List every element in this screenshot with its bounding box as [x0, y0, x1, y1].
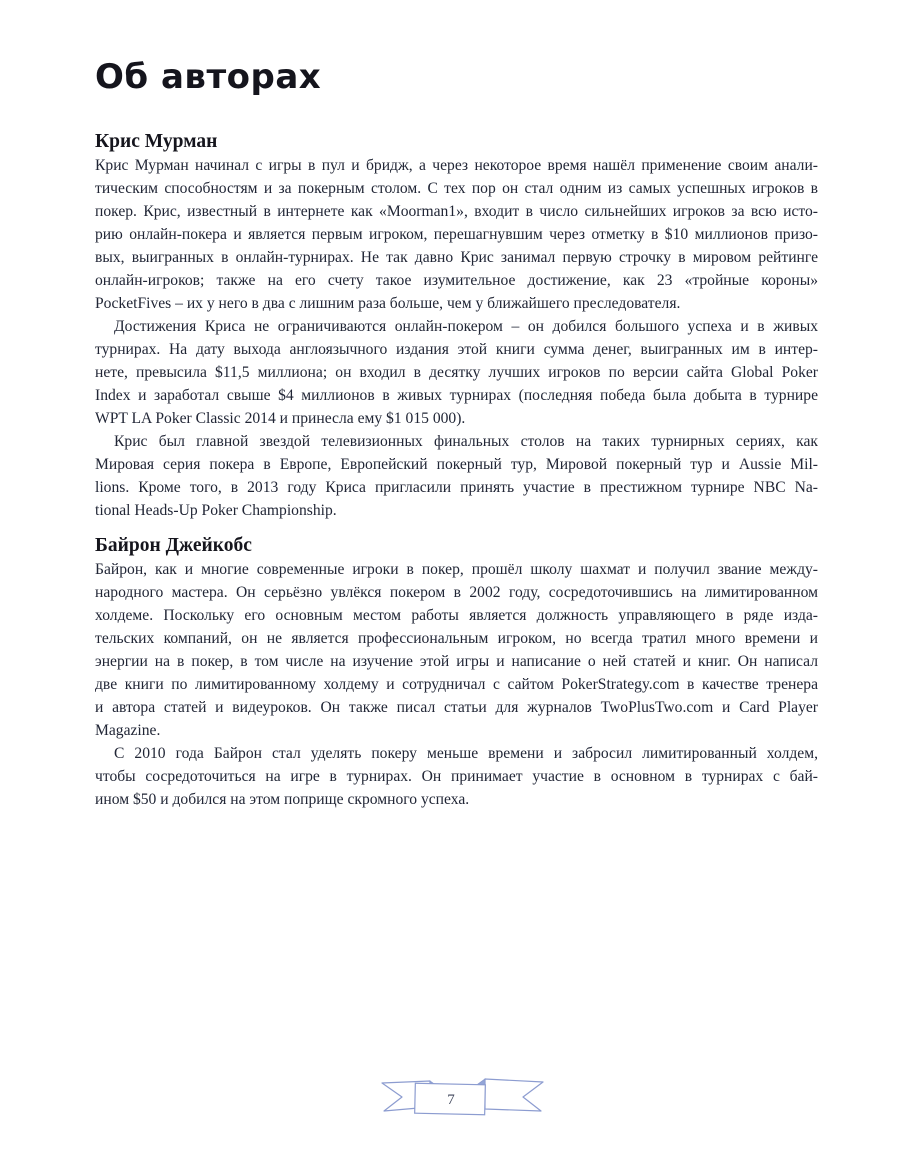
ribbon-banner-icon [375, 1072, 547, 1122]
text-line: Достижения Криса не ограничиваются онлайн-покером – он добился большого успеха и в живых [114, 318, 818, 335]
paragraph [95, 430, 818, 522]
text-line: Index и заработал свыше $4 миллионов в живых турнирах (последняя победа была добыта в турнире [95, 387, 818, 404]
text-line: ином $50 и добился на этом поприще скромного успеха. [95, 791, 470, 808]
text-line: онлайн-игроков; также на его счету такое изумительное достижение, как 23 «тройные короны» [95, 272, 818, 289]
paragraph [95, 315, 818, 430]
paragraph [95, 742, 818, 811]
ribbon-right-tail [485, 1079, 543, 1111]
paragraph [95, 558, 818, 742]
page-title: Об авторах [95, 57, 322, 97]
text-line: lions. Кроме того, в 2013 году Криса пригласили принять участие в престижном турнире NBC Na- [95, 479, 818, 496]
author-heading: Байрон Джейкобс [95, 535, 252, 556]
author-heading: Крис Мурман [95, 131, 218, 152]
text-line: тельских компаний, он не является профессиональным игроком, но всегда тратил много времени и [95, 630, 818, 647]
text-line: нете, превысила $11,5 миллиона; он входил в десятку лучших игроков по версии сайта Global Poker [95, 364, 818, 381]
text-line: чтобы сосредоточиться на игре в турнирах. Он принимает участие в основном в турнирах с бай- [95, 768, 818, 785]
page-number: 7 [447, 1092, 455, 1108]
text-line: две книги по лимитированному холдему и сотрудничал с сайтом PokerStrategy.com в качестве тренера [95, 676, 818, 693]
author-section-byron [95, 535, 818, 811]
author-bio-text [95, 154, 818, 522]
text-line: рию онлайн-покера и является первым игроком, перешагнувшим через отметку в $10 миллионов призо- [95, 226, 818, 243]
author-bio-text [95, 558, 818, 811]
text-line: WPT LA Poker Classic 2014 и принесла ему $1 015 000). [95, 410, 466, 427]
text-line: и автора статей и видеуроков. Он также писал статьи для журналов TwoPlusTwo.com и Card Player [95, 699, 818, 716]
text-line: Байрон, как и многие современные игроки в покер, прошёл школу шахмат и получил звание между- [95, 561, 818, 578]
text-line: турнирах. На дату выхода англоязычного издания этой книги сумма денег, выигранных им в интер- [95, 341, 818, 358]
text-line: тическим способностям и за покерным столом. С тех пор он стал одним из самых успешных игроков в [95, 180, 818, 197]
text-line: покер. Крис, известный в интернете как «Moorman1», входит в число сильнейших игроков за всю исто- [95, 203, 818, 220]
text-line: вых, выигранных в онлайн-турнирах. Не так давно Крис занимал первую строчку в мировом рейтинге [95, 249, 818, 266]
page-number-ribbon [375, 1072, 547, 1122]
text-line: Мировая серия покера в Европе, Европейский покерный тур, Мировой покерный тур и Aussie Mil- [95, 456, 818, 473]
text-line: холдеме. Поскольку его основным местом работы является должность управляющего в ряде изда- [95, 607, 818, 624]
paragraph [95, 154, 818, 315]
text-line: энергии на в покер, в том числе на изучение этой игры и написание о ней статей и книг. Он написал [95, 653, 818, 670]
text-line: tional Heads-Up Poker Championship. [95, 502, 337, 519]
text-line: PocketFives – их у него в два с лишним раза больше, чем у ближайшего преследователя. [95, 295, 681, 312]
author-section-chris [95, 131, 818, 522]
text-line: Крис был главной звездой телевизионных финальных столов на таких турнирных сериях, как [114, 433, 818, 450]
text-line: Magazine. [95, 722, 161, 739]
text-line: С 2010 года Байрон стал уделять покеру меньше времени и забросил лимитированный холдем, [114, 745, 818, 762]
text-line: народного мастера. Он серьёзно увлёкся покером в 2002 году, сосредоточившись на лимитированном [95, 584, 818, 601]
text-line: Крис Мурман начинал с игры в пул и бридж, а через некоторое время нашёл применение своим анали- [95, 157, 818, 174]
